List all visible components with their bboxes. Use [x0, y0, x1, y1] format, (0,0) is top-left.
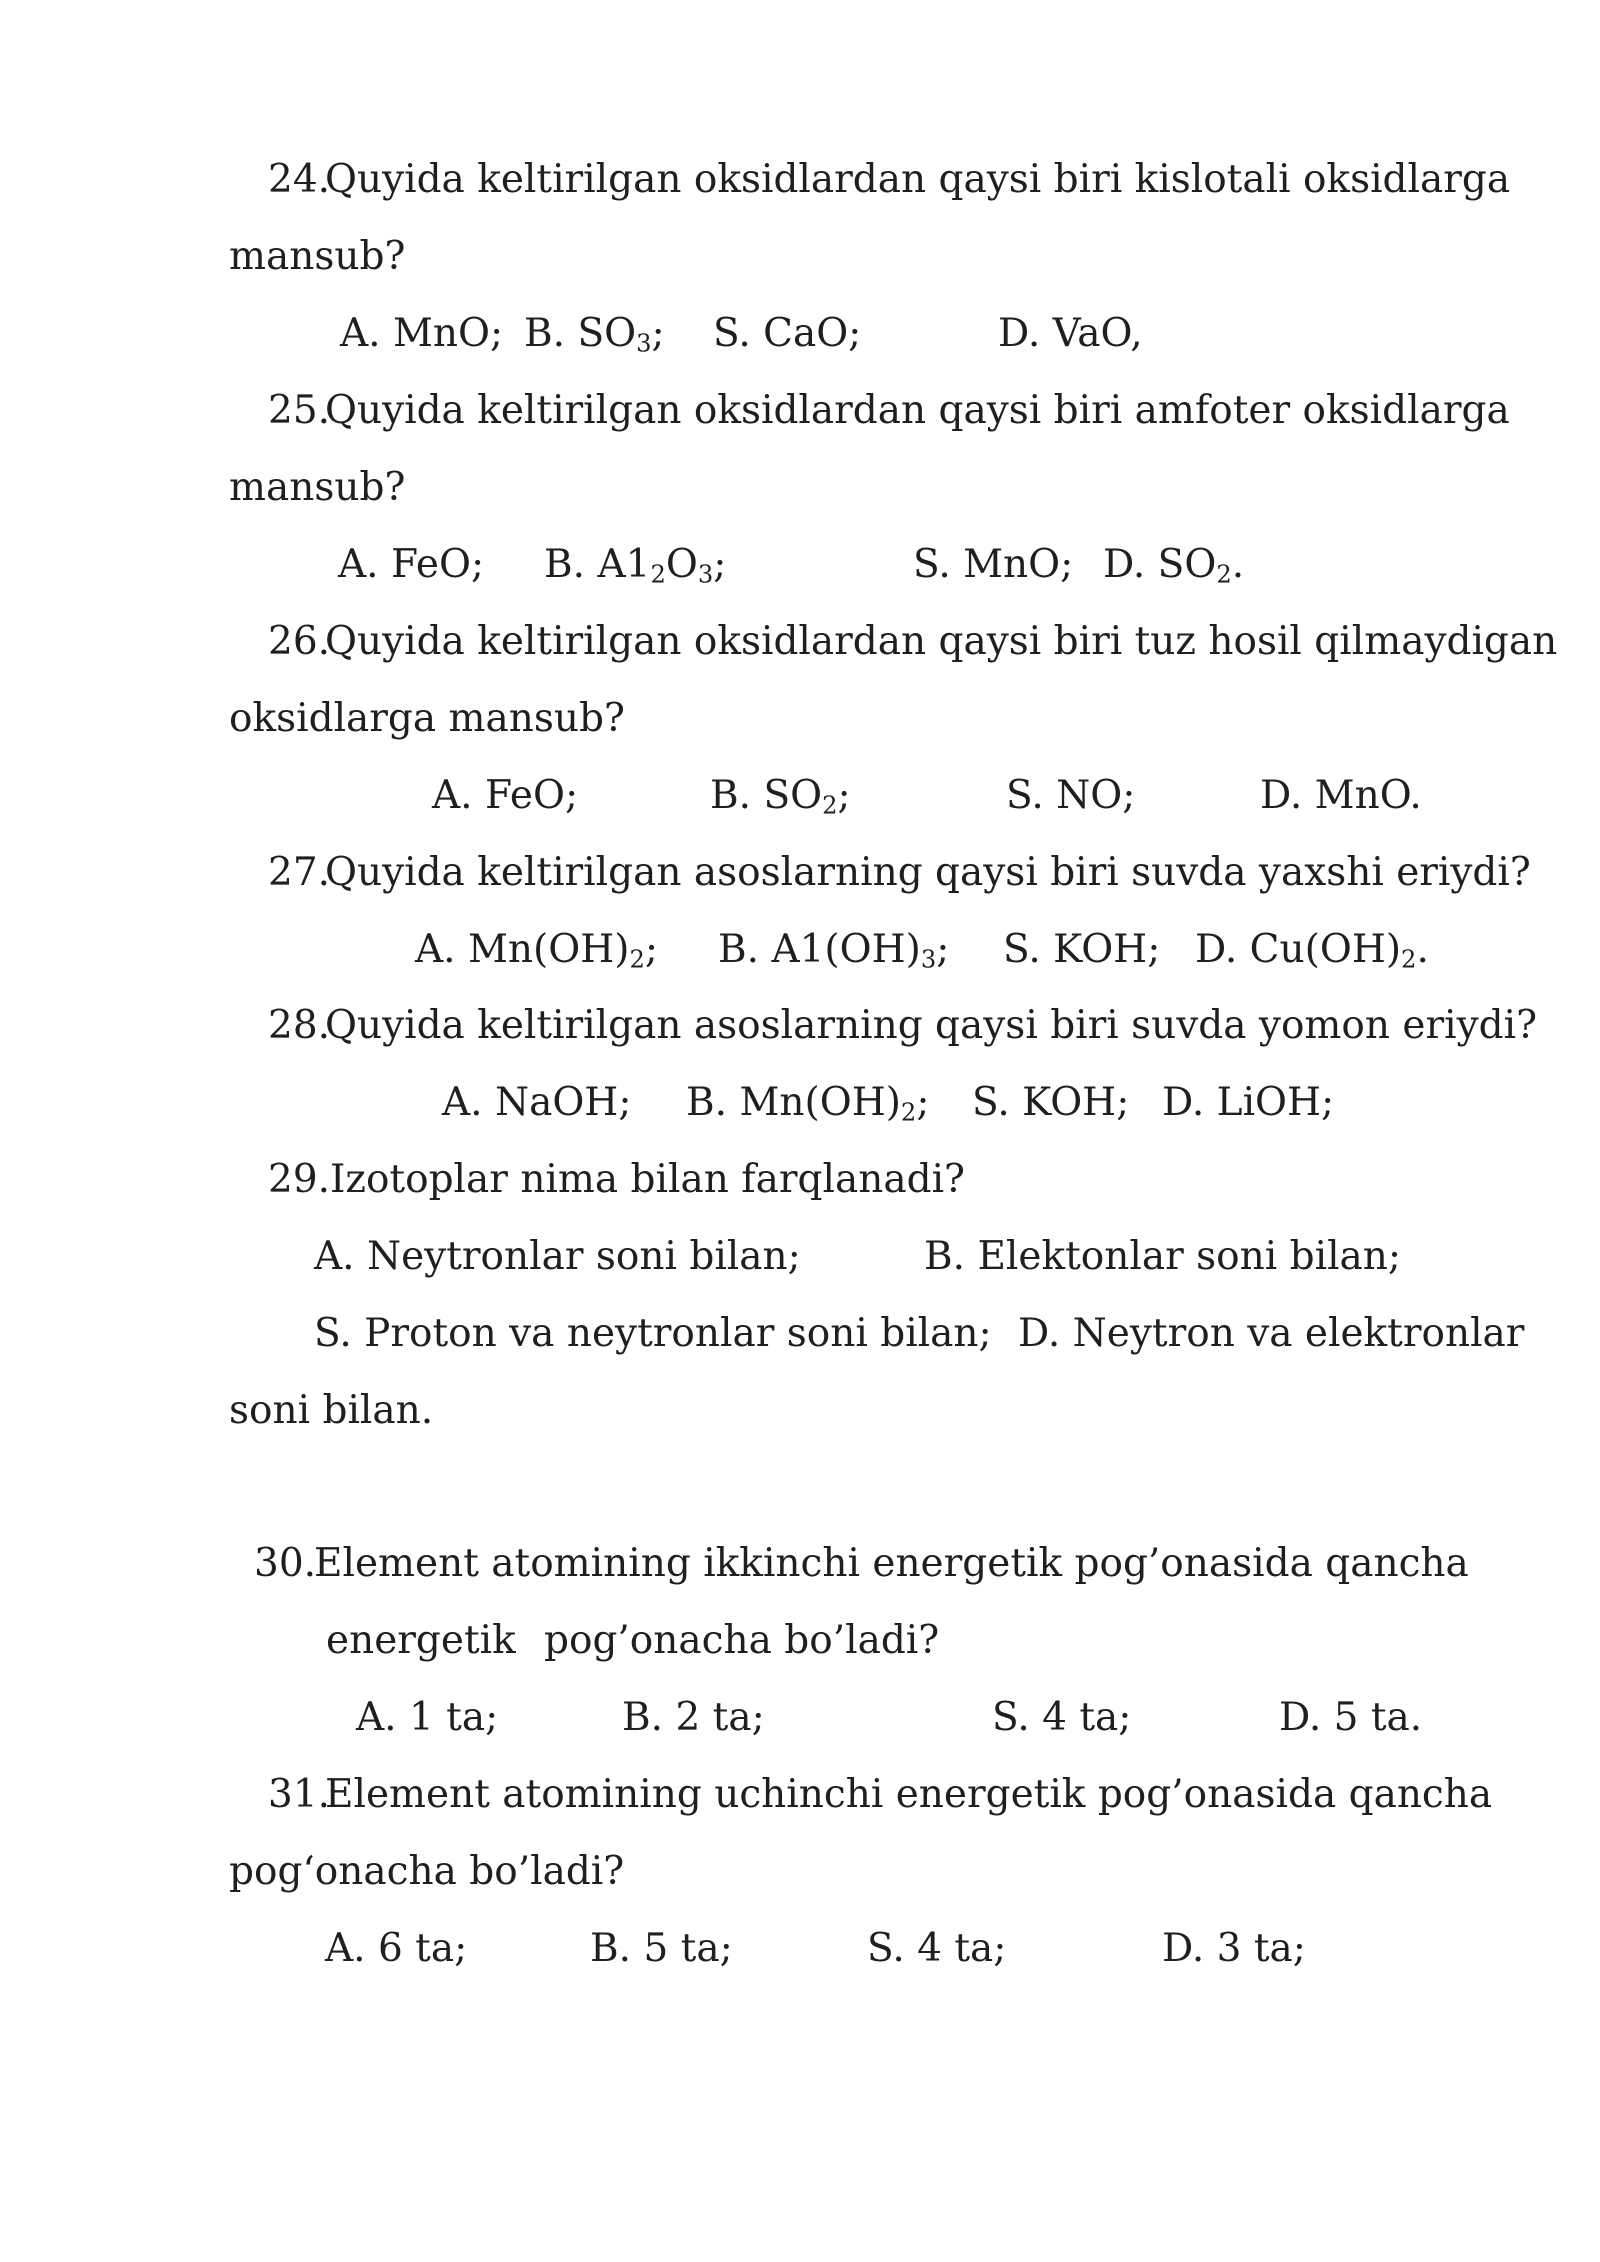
option-d: D. 5 ta. [1279, 1695, 1423, 1740]
question-number: 25. [268, 388, 331, 433]
question-text: Quyida keltirilgan oksidlardan qaysi biri amfoter oksidlarga [325, 388, 1510, 433]
question-number: 31. [268, 1772, 331, 1817]
question-number: 26. [268, 619, 331, 664]
question-text: Quyida keltirilgan oksidlardan qaysi biri tuz hosil qilmaydigan [325, 619, 1558, 664]
option-a: A. FeO; [338, 542, 485, 587]
option-d: D. 3 ta; [1162, 1926, 1306, 1971]
option-c: S. MnO; [913, 542, 1074, 587]
option-a: A. 6 ta; [325, 1926, 468, 1971]
option-a: A. Neytronlar soni bilan; [314, 1234, 801, 1279]
option-c: S. CaO; [713, 311, 862, 356]
option-d: D. Neytron va elektronlar [1018, 1311, 1525, 1356]
option-b: B. $A1(OH)_3$; [718, 927, 950, 974]
question-text-continued: mansub? [229, 465, 406, 510]
option-b: B. 5 ta; [590, 1926, 733, 1971]
option-d-continued: soni bilan. [229, 1388, 434, 1433]
option-a: A. $Mn(OH)_2$; [415, 927, 658, 974]
option-b: B. Elektonlar soni bilan; [924, 1234, 1402, 1279]
question-text: Quyida keltirilgan asoslarning qaysi biri suvda yaxshi eriydi? [325, 850, 1531, 895]
option-c: S. NO; [1006, 773, 1136, 818]
question-text-continued: energetik [326, 1618, 516, 1663]
option-a: A. 1 ta; [356, 1695, 499, 1740]
option-a: A. NaOH; [442, 1080, 632, 1125]
option-c: S. Proton va neytronlar soni bilan; [314, 1311, 992, 1356]
option-b: B. 2 ta; [622, 1695, 765, 1740]
option-d: D. VaO, [998, 311, 1143, 356]
question-text: Quyida keltirilgan oksidlardan qaysi biri kislotali oksidlarga [325, 157, 1511, 202]
option-d: D. MnO. [1260, 773, 1422, 818]
option-d: D. LiOH; [1162, 1080, 1335, 1125]
question-text: Element atomining uchinchi energetik pog’onasida qancha [325, 1772, 1493, 1817]
option-b: B. $Mn(OH)_2$; [686, 1080, 930, 1127]
option-a: A. MnO; [340, 311, 504, 356]
option-c: S. KOH; [972, 1080, 1130, 1125]
option-d: D. $Cu(OH)_2$. [1195, 927, 1429, 974]
option-b: B. $SO_2$; [710, 773, 851, 820]
option-c: S. KOH; [1003, 927, 1161, 972]
option-a: A. FeO; [432, 773, 579, 818]
question-text-continued: pog‘onacha bo’ladi? [229, 1849, 625, 1894]
question-text-continued-2: pog’onacha bo’ladi? [544, 1618, 940, 1663]
option-d: D. $SO_2$. [1103, 542, 1245, 589]
question-text: Element atomining ikkinchi energetik pog’onasida qancha [314, 1541, 1469, 1586]
question-text-continued: mansub? [229, 234, 406, 279]
question-text: Izotoplar nima bilan farqlanadi? [330, 1157, 965, 1202]
question-number: 24. [268, 157, 331, 202]
question-text: Quyida keltirilgan asoslarning qaysi biri suvda yomon eriydi? [325, 1003, 1537, 1048]
question-number: 27. [268, 850, 331, 895]
question-number: 30. [254, 1541, 317, 1586]
option-b: B. $A1_2O_3$; [544, 542, 727, 589]
option-c: S. 4 ta; [867, 1926, 1007, 1971]
question-number: 28. [268, 1003, 331, 1048]
question-number: 29. [268, 1157, 331, 1202]
question-text-continued: oksidlarga mansub? [229, 696, 625, 741]
option-b: B. $SO_3$; [524, 311, 665, 358]
option-c: S. 4 ta; [992, 1695, 1132, 1740]
